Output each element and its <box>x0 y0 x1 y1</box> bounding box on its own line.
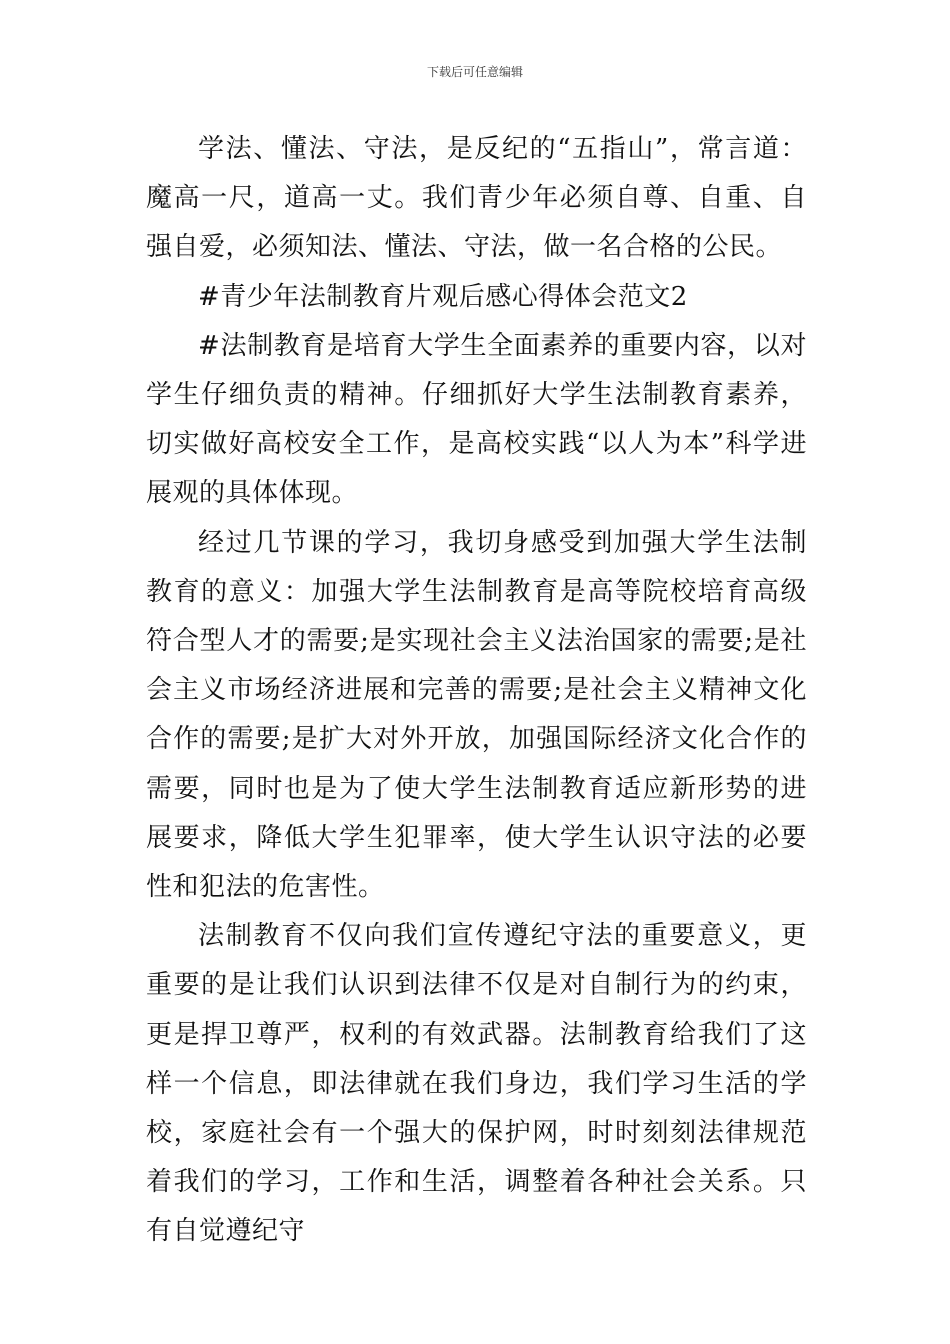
paragraph-3: 经过几节课的学习，我切身感受到加强大学生法制教育的意义：加强大学生法制教育是高等院校培育高级符合型人才的需要;是实现社会主义法治国家的需要;是社会主义市场经济进展和完善的需要;是社会主义精神文化合作的需要;是扩大对外开放，加强国际经济文化合作的需要，同时也是为了使大学生法制教育适应新形势的进展要求，降低大学生犯罪率，使大学生认识守法的必要性和犯法的危害性。 <box>146 527 807 903</box>
section-heading: #青少年法制教育片观后感心得体会范文2 <box>198 281 688 312</box>
paragraph-4: 法制教育不仅向我们宣传遵纪守法的重要意义，更重要的是让我们认识到法律不仅是对自制行为的约束，更是捍卫尊严，权利的有效武器。法制教育给我们了这样一个信息，即法律就在我们身边，我们学习生活的学校，家庭社会有一个强大的保护网，时时刻刻法律规范着我们的学习，工作和生活，调整着各种社会关系。只有自觉遵纪守 <box>146 921 807 1247</box>
document-body <box>146 125 807 1257</box>
paragraph-1: 学法、懂法、守法，是反纪的“五指山”，常言道：魔高一尺，道高一丈。我们青少年必须自尊、自重、自强自爱，必须知法、懂法、守法，做一名合格的公民。 <box>146 134 807 263</box>
paragraph-2: #法制教育是培育大学生全面素养的重要内容，以对学生仔细负责的精神。仔细抓好大学生法制教育素养，切实做好高校安全工作，是高校实践“以人为本”科学进展观的具体体现。 <box>146 330 807 509</box>
page-header-note: 下载后可任意编辑 <box>426 65 523 79</box>
